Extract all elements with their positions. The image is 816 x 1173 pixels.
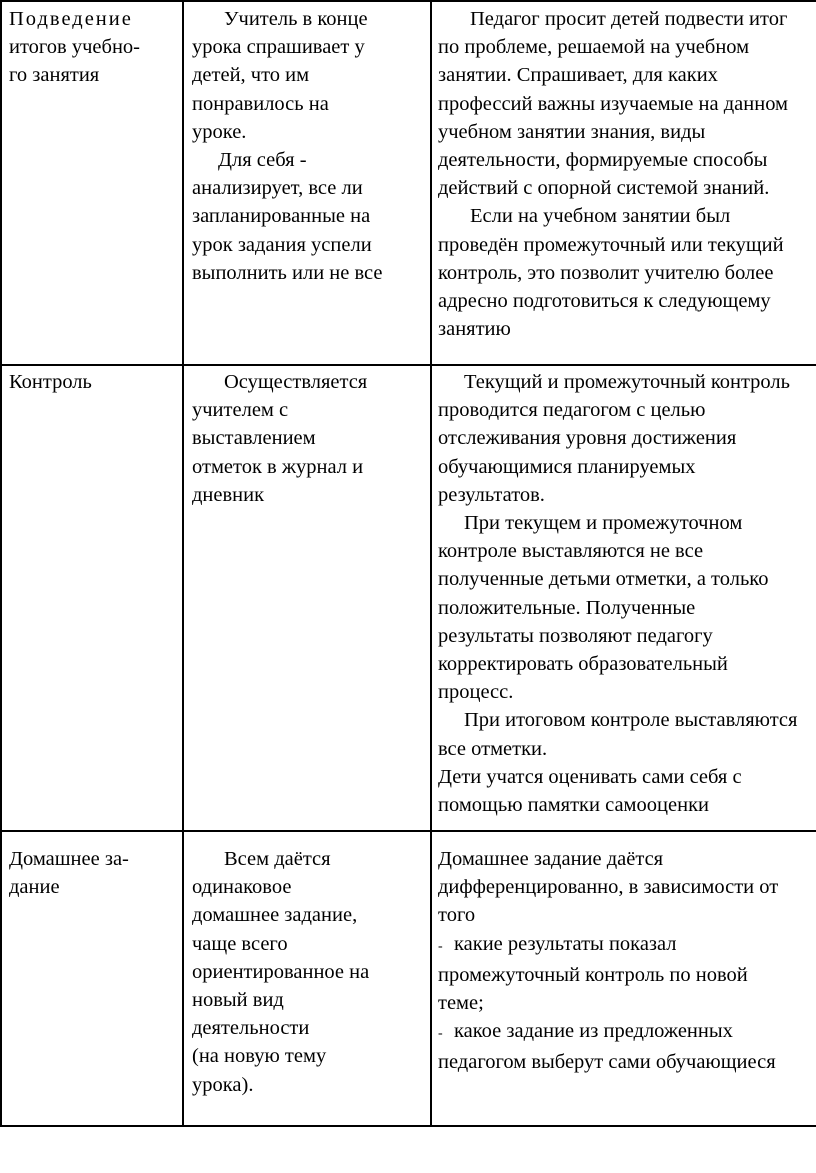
teacher-text: запланированные на xyxy=(192,205,371,228)
teacher-text: Для себя - xyxy=(218,149,307,172)
teacher-text: Всем даётся xyxy=(224,848,331,870)
stage-text: итогов учебно- xyxy=(9,36,140,59)
pedagog-text: Дети учатся оценивать сами себя с xyxy=(438,765,742,788)
list-item xyxy=(438,1017,778,1048)
pedagog-text: положительные. Полученные xyxy=(438,596,696,619)
pedagog-text: все отметки. xyxy=(438,737,548,760)
column-divider-1 xyxy=(182,0,184,1127)
pedagog-text: какие результаты показал xyxy=(454,932,677,955)
teacher-text: анализирует, все ли xyxy=(192,177,363,200)
pedagog-text: теме; xyxy=(438,992,484,1015)
pedagog-text: Если на учебном занятии был xyxy=(470,205,731,228)
pedagog-text: полученные детьми отметки, а только xyxy=(438,568,769,591)
stage-cell-control xyxy=(9,368,92,396)
teacher-text: понравилось на xyxy=(192,92,329,115)
stage-cell-homework xyxy=(9,845,129,901)
pedagog-text: При итоговом контроле выставляются xyxy=(464,709,798,732)
row-divider-1 xyxy=(0,364,816,366)
pedagog-text: деятельности, формируемые способы xyxy=(438,149,768,172)
teacher-text: дневник xyxy=(192,483,265,506)
pedagog-text: процесс. xyxy=(438,681,514,704)
pedagog-text: обучающимися планируемых xyxy=(438,455,696,478)
pedagog-text: отслеживания уровня достижения xyxy=(438,427,737,450)
pedagog-text: по проблеме, решаемой на учебном xyxy=(438,36,750,59)
teacher-text: детей, что им xyxy=(192,64,310,87)
pedagog-text: корректировать образовательный xyxy=(438,653,728,676)
pedagog-text: занятию xyxy=(438,318,511,341)
pedagog-text: помощью памятки самооценки xyxy=(438,794,710,817)
pedagog-text: Текущий и промежуточный контроль xyxy=(464,371,790,393)
stage-text: Домашнее за- xyxy=(9,848,129,870)
dash-bullet: - xyxy=(438,938,443,954)
stage-text: Контроль xyxy=(9,371,92,393)
table-bottom-border xyxy=(0,1125,816,1127)
pedagog-text: Домашнее задание даётся xyxy=(438,848,664,870)
teacher-text: ориентированное на xyxy=(192,960,370,983)
teacher-text: Учитель в конце xyxy=(224,8,368,30)
teacher-text: учителем с xyxy=(192,399,289,422)
teacher-text: выполнить или не все xyxy=(192,261,383,284)
stage-text: Подведение xyxy=(9,8,133,30)
column-divider-2 xyxy=(430,0,432,1127)
table-left-border xyxy=(0,0,2,1127)
pedagog-cell-homework xyxy=(438,845,778,1077)
teacher-cell-homework xyxy=(192,845,369,1099)
pedagog-text: действий с опорной системой знаний. xyxy=(438,177,770,200)
teacher-text: урок задания успели xyxy=(192,233,372,256)
teacher-text: деятельности xyxy=(192,1017,310,1040)
teacher-text: Осуществляется xyxy=(224,371,368,393)
pedagog-text: контроль, это позволит учителю более xyxy=(438,261,774,284)
teacher-text: чаще всего xyxy=(192,932,288,955)
pedagog-cell-summary xyxy=(438,5,788,343)
teacher-text: одинаковое xyxy=(192,876,292,899)
pedagog-text: адресно подготовиться к следующему xyxy=(438,290,771,313)
table-top-border xyxy=(0,0,816,2)
stage-text: дание xyxy=(9,876,60,899)
pedagog-text: занятии. Спрашивает, для каких xyxy=(438,64,718,87)
pedagog-text: Педагог просит детей подвести итог xyxy=(470,8,788,30)
pedagog-text: педагогом выберут сами обучающиеся xyxy=(438,1051,776,1074)
pedagog-text: учебном занятии знания, виды xyxy=(438,120,706,143)
teacher-text: уроке. xyxy=(192,120,247,143)
pedagog-text: проведён промежуточный или текущий xyxy=(438,233,784,256)
pedagog-text: результаты позволяют педагогу xyxy=(438,624,713,647)
pedagog-text: контроле выставляются не все xyxy=(438,540,704,563)
pedagog-text: проводится педагогом с целью xyxy=(438,399,706,422)
pedagog-text: промежуточный контроль по новой xyxy=(438,963,748,986)
pedagog-text: какое задание из предложенных xyxy=(454,1020,733,1043)
pedagog-text: того xyxy=(438,904,476,927)
stage-text: го занятия xyxy=(9,64,100,87)
teacher-text: новый вид xyxy=(192,989,284,1012)
pedagog-text: При текущем и промежуточном xyxy=(464,512,743,535)
teacher-text: выставлением xyxy=(192,427,316,450)
teacher-cell-control xyxy=(192,368,367,509)
teacher-text: урока). xyxy=(192,1073,254,1096)
teacher-text: отметок в журнал и xyxy=(192,455,364,478)
stage-cell-summary xyxy=(9,5,140,90)
teacher-text: урока спрашивает у xyxy=(192,36,365,59)
row-divider-2 xyxy=(0,830,816,832)
pedagog-text: профессий важны изучаемые на данном xyxy=(438,92,789,115)
pedagog-cell-control xyxy=(438,368,797,819)
pedagog-text: результатов. xyxy=(438,483,545,506)
teacher-text: (на новую тему xyxy=(192,1045,327,1068)
dash-bullet: - xyxy=(438,1026,443,1042)
pedagog-text: дифференцированно, в зависимости от xyxy=(438,876,779,899)
list-item xyxy=(438,930,778,961)
teacher-cell-summary xyxy=(192,5,383,287)
teacher-text: домашнее задание, xyxy=(192,904,358,927)
